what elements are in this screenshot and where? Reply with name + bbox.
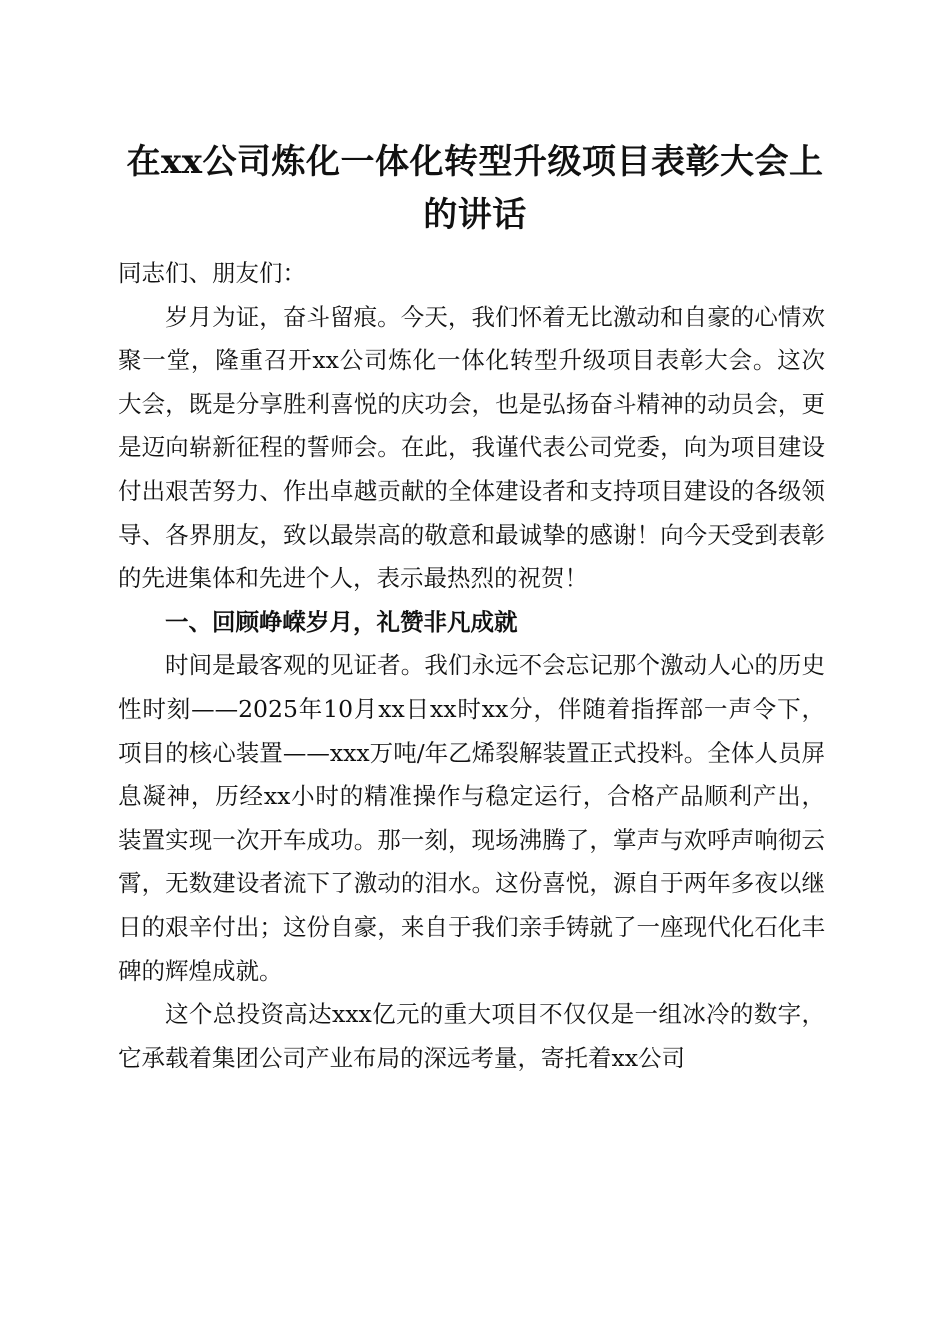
paragraph-milestone: 时间是最客观的见证者。我们永远不会忘记那个激动人心的历史性时刻——2025年10月xx日xx时xx分，伴随着指挥部一声令下，项目的核心装置——xxx万吨/年乙烯裂解装置正式投料。全体人员屏息凝神，历经xx小时的精准操作与稳定运行，合格产品顺利产出，装置实现一次开车成功。那一刻，现场沸腾了，掌声与欢呼声响彻云霄，无数建设者流下了激动的泪水。这份喜悦，源自于两年多夜以继日的艰辛付出；这份自豪，来自于我们亲手铸就了一座现代化石化丰碑的辉煌成就。	[118, 651, 825, 985]
salutation: 同志们、朋友们：	[118, 259, 306, 287]
paragraph-opening: 岁月为证，奋斗留痕。今天，我们怀着无比激动和自豪的心情欢聚一堂，隆重召开xx公司炼化一体化转型升级项目表彰大会。这次大会，既是分享胜利喜悦的庆功会，也是弘扬奋斗精神的动员会，更是迈向崭新征程的誓师会。在此，我谨代表公司党委，向为项目建设付出艰苦努力、作出卓越贡献的全体建设者和支持项目建设的各级领导、各界朋友，致以最崇高的敬意和最诚挚的感谢！向今天受到表彰的先进集体和先进个人，表示最热烈的祝贺！	[118, 302, 825, 593]
paragraph-investment: 这个总投资高达xxx亿元的重大项目不仅仅是一组冰冷的数字，它承载着集团公司产业布局的深远考量，寄托着xx公司	[118, 1000, 825, 1072]
section-heading: 一、回顾峥嵘岁月，礼赞非凡成就	[165, 607, 518, 636]
document-title: 在xx公司炼化一体化转型升级项目表彰大会上的讲话	[126, 142, 824, 235]
document-body	[118, 252, 825, 1080]
